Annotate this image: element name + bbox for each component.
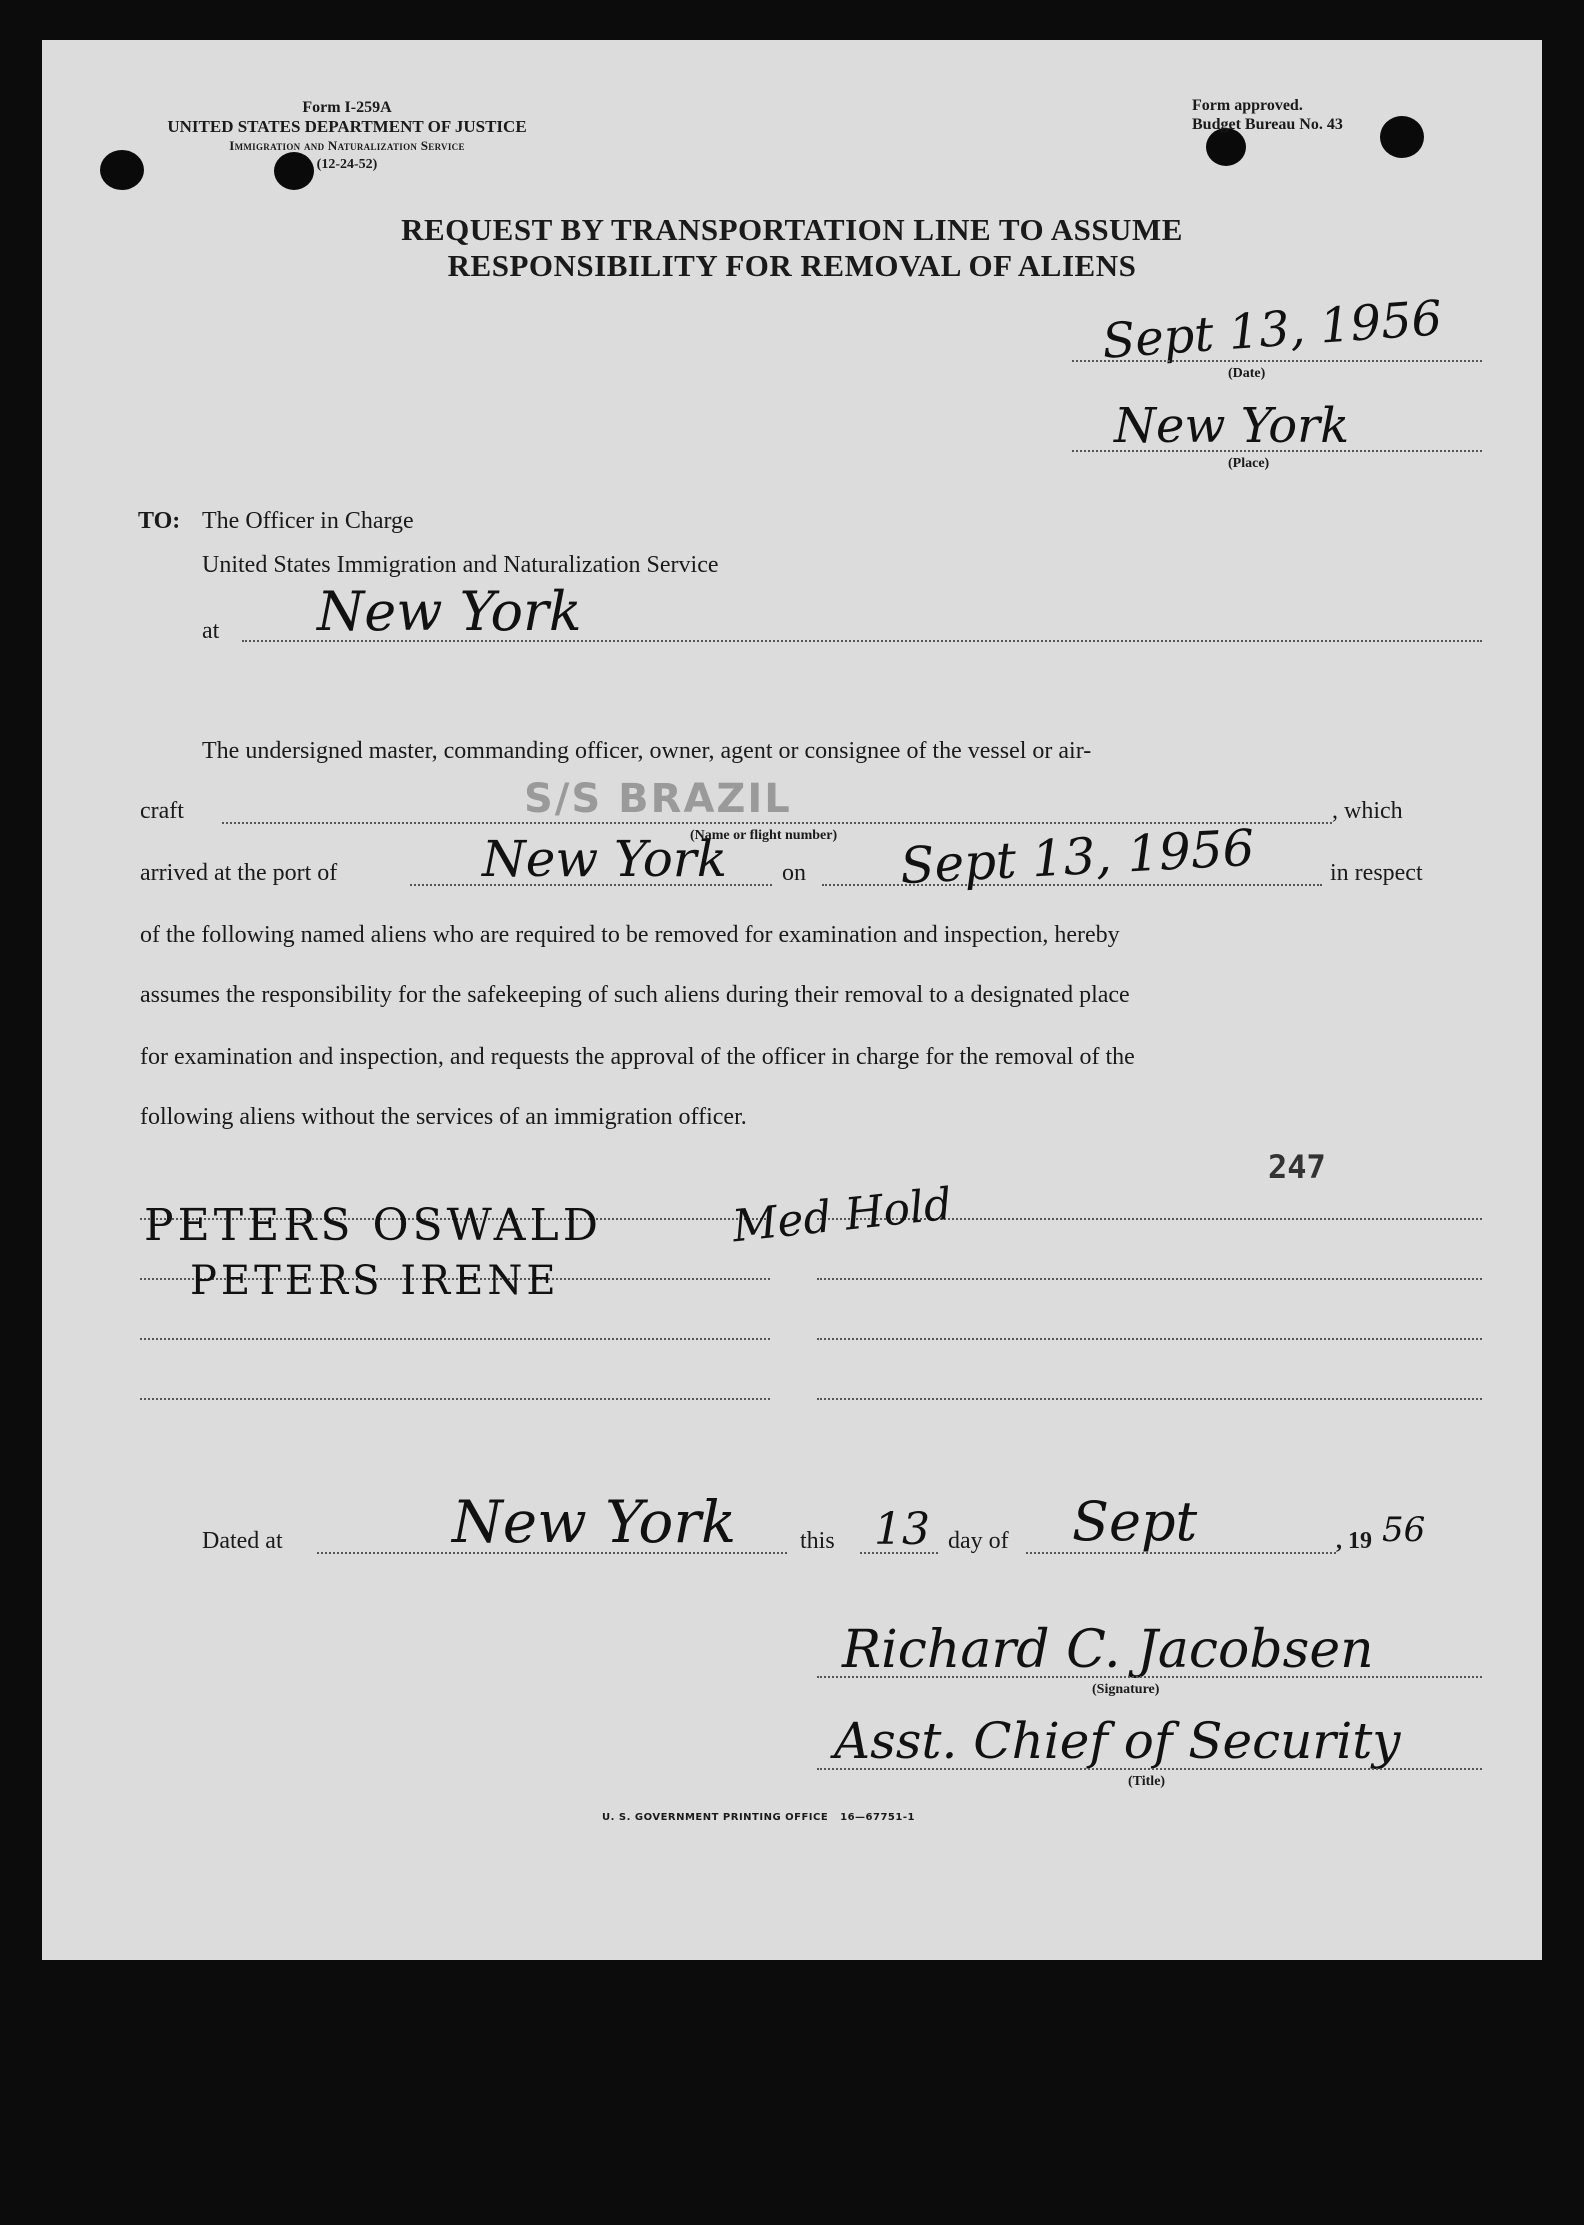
craft-sublabel: (Name or flight number) <box>690 828 838 843</box>
service-name: Immigration and Naturalization Service <box>229 138 465 153</box>
addressee-line2: United States Immigration and Naturalization Service <box>202 552 719 578</box>
alien-note-1: Med Hold <box>729 1178 955 1253</box>
signature-label: (Signature) <box>1092 1682 1160 1697</box>
arrived-label: arrived at the port of <box>140 860 338 886</box>
at-label: at <box>202 618 220 644</box>
header-left <box>132 98 562 174</box>
which-text: , which <box>1332 798 1403 824</box>
day-of-label: day of <box>948 1528 1009 1554</box>
form-title-line1: REQUEST BY TRANSPORTATION LINE TO ASSUME <box>401 212 1183 247</box>
number-stamp: 247 <box>1268 1148 1326 1186</box>
date-line <box>1072 360 1482 362</box>
paragraph-line6: for examination and inspection, and requests the approval of the officer in charge for the removal of the <box>140 1044 1135 1070</box>
respect-text: in respect <box>1330 860 1423 886</box>
day-value: 13 <box>874 1504 930 1555</box>
form-title <box>42 212 1542 284</box>
craft-label: craft <box>140 798 184 824</box>
port-value: New York <box>482 830 727 888</box>
paragraph-line5: assumes the responsibility for the safekeeping of such aliens during their removal to a designated place <box>140 982 1130 1008</box>
signature-value: Richard C. Jacobsen <box>842 1620 1374 1680</box>
alien-name-1: PETERS OSWALD <box>144 1200 602 1251</box>
craft-stamp: S/S BRAZIL <box>524 776 792 822</box>
year-prefix: , 19 <box>1336 1528 1372 1554</box>
place-label: (Place) <box>1228 456 1270 471</box>
date-value: Sept 13, 1956 <box>1100 290 1444 370</box>
alien-name-2: PETERS IRENE <box>190 1258 560 1304</box>
paragraph-line1: The undersigned master, commanding officer, owner, agent or consignee of the vessel or air- <box>202 738 1092 764</box>
addressee-line1: The Officer in Charge <box>202 508 414 534</box>
paragraph-line4: of the following named aliens who are required to be removed for examination and inspection, hereby <box>140 922 1120 948</box>
on-value: Sept 13, 1956 <box>898 818 1256 896</box>
title-line <box>817 1768 1482 1770</box>
place-line <box>1072 450 1482 452</box>
alien-line-right-2 <box>817 1278 1482 1280</box>
year-value: 56 <box>1382 1510 1426 1550</box>
title-label: (Title) <box>1128 1774 1166 1789</box>
form-page <box>42 40 1542 1960</box>
header-right <box>1192 96 1392 134</box>
department-name: UNITED STATES DEPARTMENT OF JUSTICE <box>167 117 527 136</box>
dated-at-label: Dated at <box>202 1528 283 1554</box>
month-value: Sept <box>1072 1490 1198 1553</box>
paragraph-line7: following aliens without the services of an immigration officer. <box>140 1104 747 1130</box>
signature-line <box>817 1676 1482 1678</box>
date-label: (Date) <box>1228 366 1266 381</box>
alien-line-right-4 <box>817 1398 1482 1400</box>
to-label: TO: <box>138 508 181 534</box>
form-revision: (12-24-52) <box>316 157 378 172</box>
at-value: New York <box>317 580 582 643</box>
place-value: New York <box>1114 398 1350 454</box>
form-number: Form I-259A <box>302 99 392 116</box>
alien-line-left-3 <box>140 1338 770 1340</box>
dated-place-value: New York <box>452 1488 737 1556</box>
on-label: on <box>782 860 806 886</box>
printer-line: U. S. GOVERNMENT PRINTING OFFICE 16—67751-1 <box>602 1812 915 1823</box>
alien-line-left-4 <box>140 1398 770 1400</box>
form-approved: Form approved. <box>1192 97 1303 114</box>
title-value: Asst. Chief of Security <box>834 1712 1401 1770</box>
budget-bureau: Budget Bureau No. 43 <box>1192 116 1343 133</box>
form-title-line2: RESPONSIBILITY FOR REMOVAL OF ALIENS <box>447 248 1137 283</box>
alien-line-right-3 <box>817 1338 1482 1340</box>
this-label: this <box>800 1528 835 1554</box>
